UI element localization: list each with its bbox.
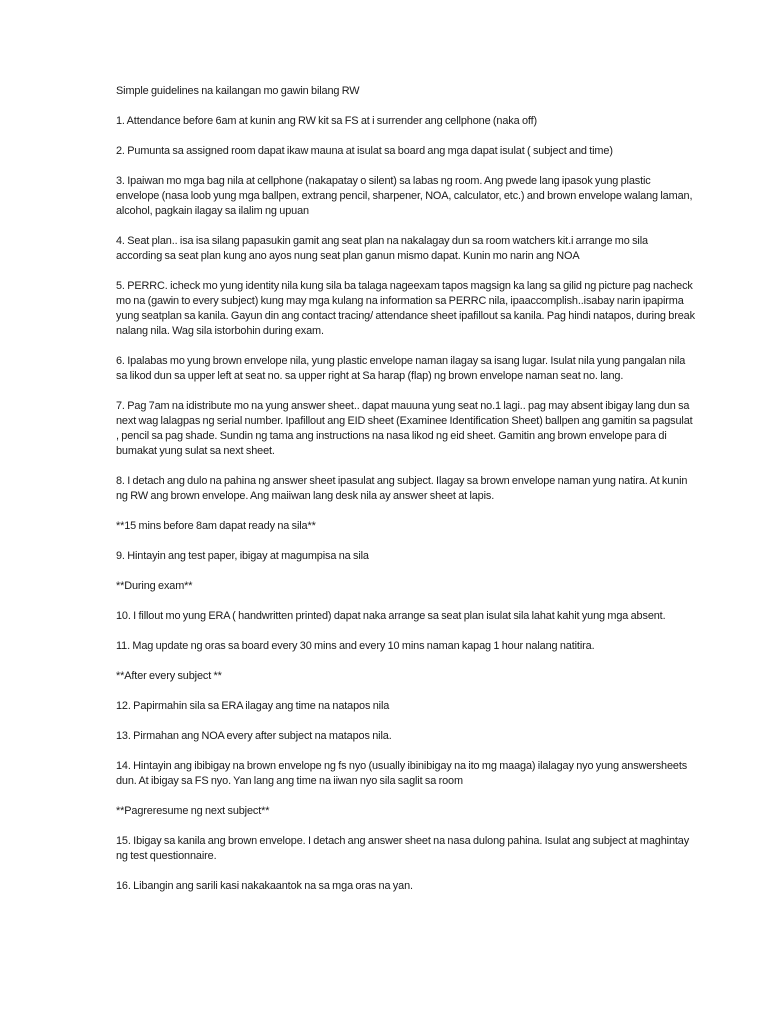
guideline-item-10: 10. I fillout mo yung ERA ( handwritten printed) dapat naka arrange sa seat plan isulat sila lahat kahit yung mga absent. (116, 610, 666, 622)
section-note-15-mins: **15 mins before 8am dapat ready na sila** (116, 520, 316, 532)
guideline-item-15: 15. Ibigay sa kanila ang brown envelope. I detach ang answer sheet na nasa dulong pahina. Isulat ang subject at maghintay ng test questionnaire. (116, 835, 690, 862)
guideline-item-11: 11. Mag update ng oras sa board every 30 mins and every 10 mins naman kapag 1 hour nalang natitira. (116, 640, 595, 652)
guideline-item-2: 2. Pumunta sa assigned room dapat ikaw mauna at isulat sa board ang mga dapat isulat ( subject and time) (116, 145, 613, 157)
guideline-item-9: 9. Hintayin ang test paper, ibigay at magumpisa na sila (116, 550, 369, 562)
guideline-item-16: 16. Libangin ang sarili kasi nakakaantok na sa mga oras na yan. (116, 880, 413, 892)
guideline-item-12: 12. Papirmahin sila sa ERA ilagay ang time na natapos nila (116, 700, 390, 712)
guideline-item-1: 1. Attendance before 6am at kunin ang RW kit sa FS at i surrender ang cellphone (naka off) (116, 115, 538, 127)
section-note-after-subject: **After every subject ** (116, 670, 222, 682)
guideline-item-8: 8. I detach ang dulo na pahina ng answer sheet ipasulat ang subject. Ilagay sa brown envelope naman yung natira. At kunin ng RW ang brown envelope. Ang maiiwan lang desk nila ay answer sheet at lapis. (116, 475, 688, 502)
guideline-item-5: 5. PERRC. icheck mo yung identity nila kung sila ba talaga nageexam tapos magsign ka lang sa gilid ng picture pag nacheck mo na (gawin to every subject) kung may mga kulang na information sa PERRC nila, ipaaccomplish..isabay narin ipapirma yung seatplan sa kanila. Gayun din ang contact tracing/ attendance sheet ipafillout sa kanila. Pag hindi natapos, during break nalang nila. Wag sila istorbohin during exam. (116, 280, 695, 337)
guideline-item-6: 6. Ipalabas mo yung brown envelope nila, yung plastic envelope naman ilagay sa isang lugar. Isulat nila yung pangalan nila sa likod dun sa upper left at seat no. sa upper right at Sa harap (flap) ng brown envelope naman seat no. lang. (116, 355, 686, 382)
guideline-item-7: 7. Pag 7am na idistribute mo na yung answer sheet.. dapat mauuna yung seat no.1 lagi.. pag may absent ibigay lang dun sa next wag lalagpas ng serial number. Ipafillout ang EID sheet (Examinee Identification Sheet) ballpen ang gamitin sa pagsulat , pencil sa pag shade. Sundin ng tama ang instructions na nasa likod ng eid sheet. Gamitin ang brown envelope para di bumakat yung sulat sa next sheet. (116, 400, 693, 457)
section-note-next-subject: **Pagreresume ng next subject** (116, 805, 270, 817)
guideline-item-4: 4. Seat plan.. isa isa silang papasukin gamit ang seat plan na nakalagay dun sa room watchers kit.i arrange mo sila according sa seat plan kung ano ayos nung seat plan ganun mismo dapat. Kunin mo narin ang NOA (116, 235, 648, 262)
guideline-item-13: 13. Pirmahan ang NOA every after subject na matapos nila. (116, 730, 392, 742)
document-title: Simple guidelines na kailangan mo gawin bilang RW (116, 85, 360, 97)
guideline-item-3: 3. Ipaiwan mo mga bag nila at cellphone (nakapatay o silent) sa labas ng room. Ang pwede lang ipasok yung plastic envelope (nasa loob yung mga ballpen, extrang pencil, sharpener, NOA, calculator, etc.) and brown envelope walang laman, alcohol, pagkain ilagay sa ilalim ng upuan (116, 175, 693, 217)
section-note-during-exam: **During exam** (116, 580, 193, 592)
document-body (116, 84, 696, 909)
guideline-item-14: 14. Hintayin ang ibibigay na brown envelope ng fs nyo (usually ibinibigay na ito mg maaga) ilalagay nyo yung answersheets dun. At ibigay sa FS nyo. Yan lang ang time na iiwan nyo sila saglit sa room (116, 760, 688, 787)
